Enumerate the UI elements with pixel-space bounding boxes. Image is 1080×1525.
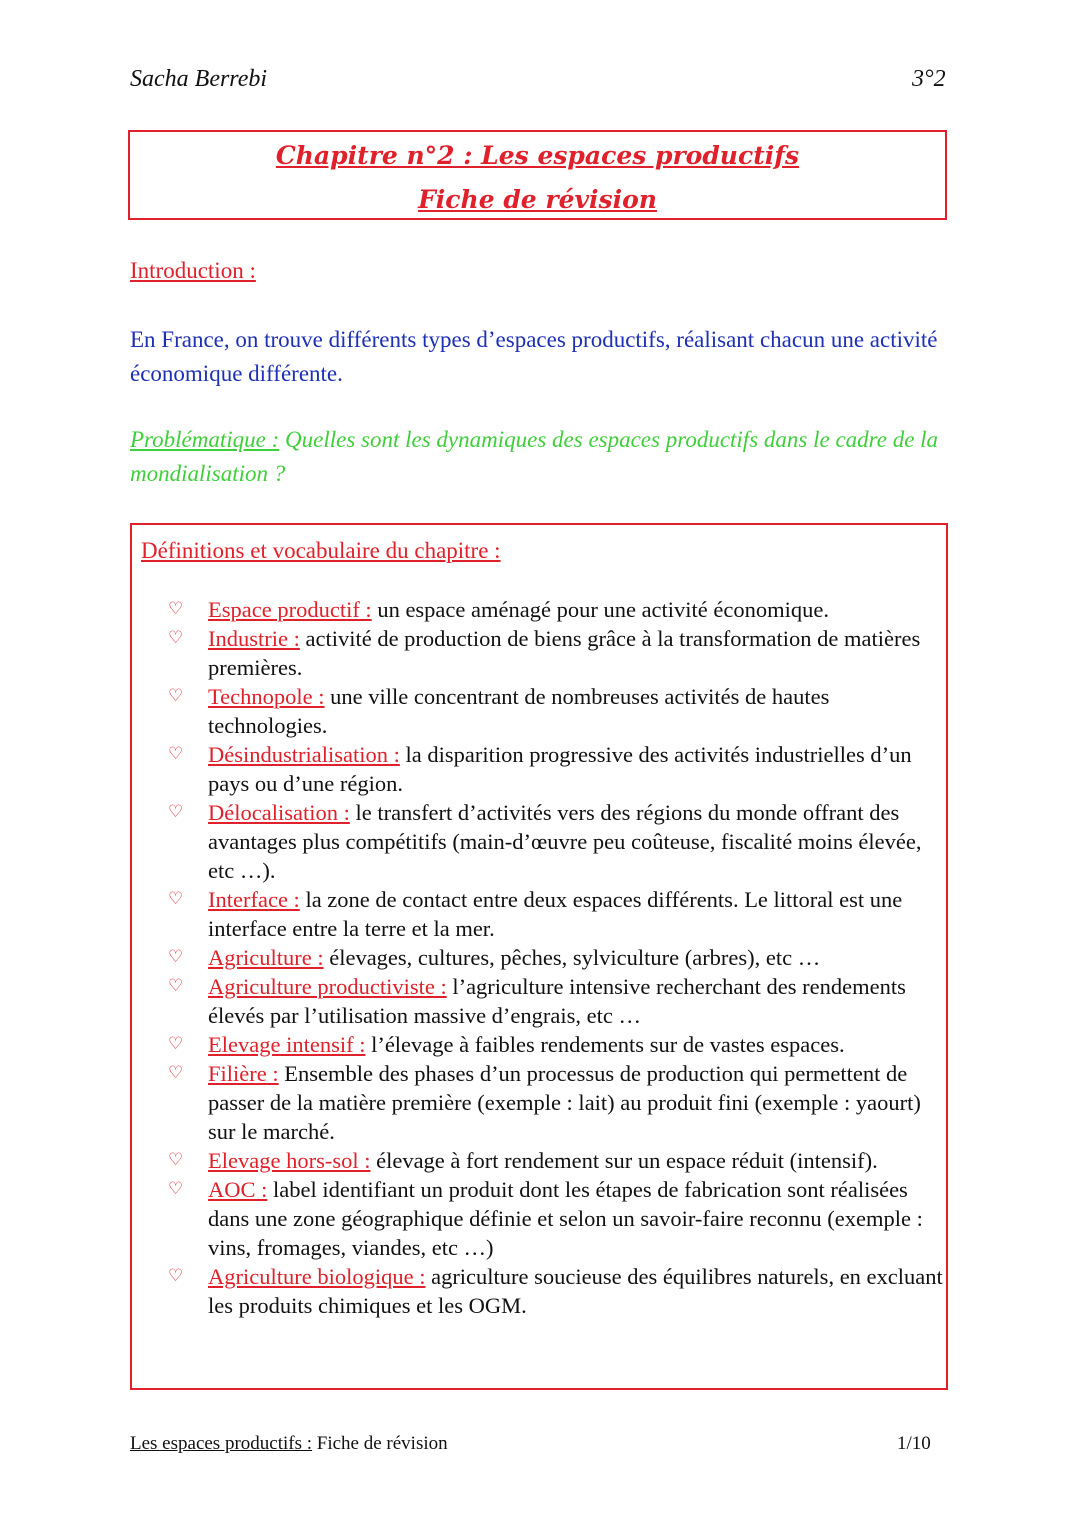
definition-text: activité de production de biens grâce à la transformation de matières premières. [208, 626, 921, 680]
heart-outline-icon: ♡ [168, 1179, 184, 1199]
definition-item [168, 1146, 948, 1175]
problematique-label: Problématique : [130, 427, 280, 452]
heart-outline-icon: ♡ [168, 1034, 184, 1054]
definition-item [168, 798, 948, 885]
definition-term: Elevage hors-sol : [208, 1148, 371, 1173]
definition-item [168, 885, 948, 943]
footer-subtitle: Fiche de révision [312, 1433, 448, 1454]
definition-text: agriculture soucieuse des équilibres naturels, en excluant les produits chimiques et les OGM. [208, 1264, 943, 1318]
definitions-list [168, 595, 948, 1320]
problematique [130, 423, 960, 491]
introduction-heading: Introduction : [130, 258, 256, 283]
definition-term: Agriculture biologique : [208, 1264, 426, 1289]
heart-outline-icon: ♡ [168, 628, 184, 648]
definition-term: Désindustrialisation : [208, 742, 400, 767]
heart-outline-icon: ♡ [168, 1266, 184, 1286]
definition-text: Ensemble des phases d’un processus de production qui permettent de passer de la matière première (exemple : lait) au produit fini (exemple : yaourt) sur le marché. [208, 1061, 921, 1144]
definition-item [168, 595, 948, 624]
definition-text: élevages, cultures, pêches, sylviculture (arbres), etc … [323, 945, 821, 970]
definition-term: Agriculture productiviste : [208, 974, 447, 999]
definition-term: Filière : [208, 1061, 279, 1086]
heart-outline-icon: ♡ [168, 744, 184, 764]
definition-item [168, 1030, 948, 1059]
introduction-text: En France, on trouve différents types d’espaces productifs, réalisant chacun une activité économique différente. [130, 327, 938, 386]
sheet-subtitle: Fiche de révision [418, 185, 657, 214]
page-number: 1/10 [897, 1433, 931, 1454]
definition-term: AOC : [208, 1177, 268, 1202]
definition-text: la zone de contact entre deux espaces différents. Le littoral est une interface entre la terre et la mer. [208, 887, 903, 941]
title-box [128, 130, 947, 220]
definition-term: Interface : [208, 887, 300, 912]
definition-item [168, 972, 948, 1030]
definition-text: label identifiant un produit dont les étapes de fabrication sont réalisées dans une zone géographique définie et selon un savoir-faire reconnu (exemple : vins, fromages, viandes, etc …) [208, 1177, 923, 1260]
definitions-box [130, 523, 948, 1390]
definition-item [168, 624, 948, 682]
definition-item [168, 1262, 948, 1320]
definition-item [168, 682, 948, 740]
heart-outline-icon: ♡ [168, 976, 184, 996]
definition-text: le transfert d’activités vers des régions du monde offrant des avantages plus compétitifs (main-d’œuvre peu coûteuse, fiscalité moins élevée, etc …). [208, 800, 922, 883]
definition-text: élevage à fort rendement sur un espace réduit (intensif). [370, 1148, 878, 1173]
definition-term: Espace productif : [208, 597, 372, 622]
definition-term: Elevage intensif : [208, 1032, 366, 1057]
heart-outline-icon: ♡ [168, 802, 184, 822]
definition-term: Industrie : [208, 626, 300, 651]
heart-outline-icon: ♡ [168, 686, 184, 706]
definition-text: un espace aménagé pour une activité économique. [371, 597, 829, 622]
header-class: 3°2 [912, 66, 946, 92]
definition-item [168, 1175, 948, 1262]
heart-outline-icon: ♡ [168, 599, 184, 619]
header-author: Sacha Berrebi [130, 66, 268, 92]
heart-outline-icon: ♡ [168, 1150, 184, 1170]
definition-text: l’élevage à faibles rendements sur de vastes espaces. [365, 1032, 845, 1057]
definition-text: l’agriculture intensive recherchant des rendements élevés par l’utilisation massive d’engrais, etc … [208, 974, 906, 1028]
heart-outline-icon: ♡ [168, 889, 184, 909]
definition-term: Agriculture : [208, 945, 324, 970]
problematique-text: Quelles sont les dynamiques des espaces productifs dans le cadre de la mondialisation ? [130, 427, 939, 486]
heart-outline-icon: ♡ [168, 947, 184, 967]
definitions-title: Définitions et vocabulaire du chapitre : [141, 538, 501, 563]
definition-item [168, 1059, 948, 1146]
definition-term: Technopole : [208, 684, 325, 709]
heart-outline-icon: ♡ [168, 1063, 184, 1083]
definition-text: la disparition progressive des activités industrielles d’un pays ou d’une région. [208, 742, 912, 796]
definition-item [168, 943, 948, 972]
chapter-title: Chapitre n°2 : Les espaces productifs [275, 141, 800, 170]
definition-text: une ville concentrant de nombreuses activités de hautes technologies. [208, 684, 830, 738]
footer-title: Les espaces productifs : [130, 1433, 313, 1454]
definition-item [168, 740, 948, 798]
footer-left [130, 1433, 448, 1455]
definition-term: Délocalisation : [208, 800, 350, 825]
